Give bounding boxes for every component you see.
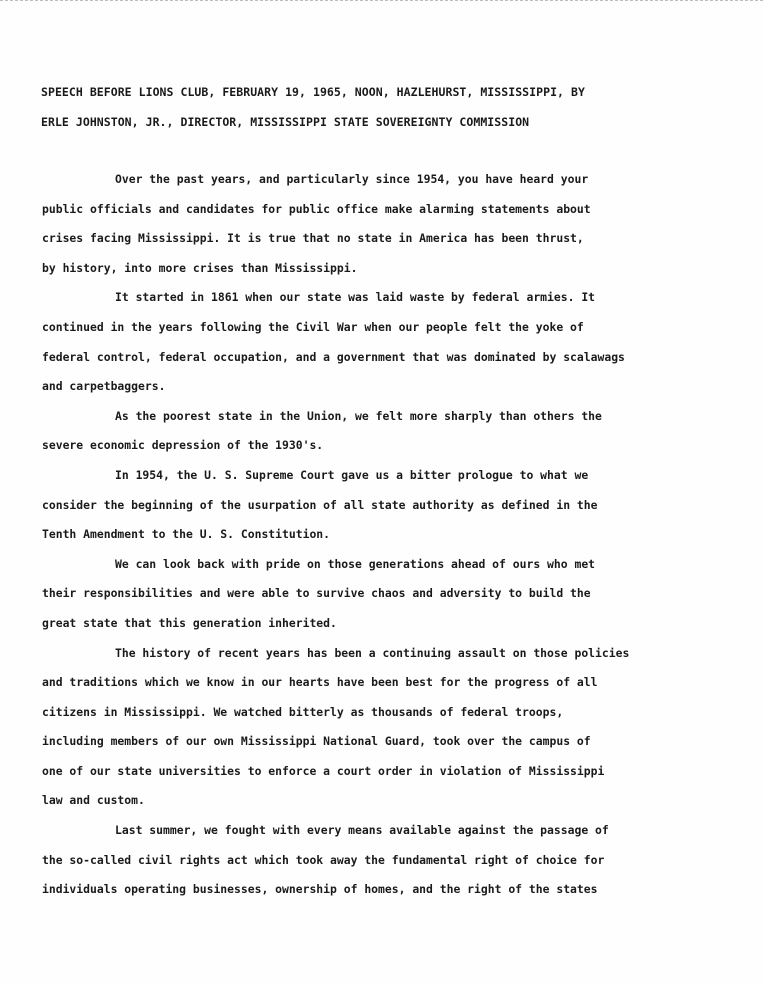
text-line: As the poorest state in the Union, we felt more sharply than others the — [115, 408, 602, 423]
text-line: one of our state universities to enforce a court order in violation of Mississippi — [42, 763, 605, 778]
text-line: Last summer, we fought with every means available against the passage of — [115, 823, 609, 838]
text-line: great state that this generation inherited. — [42, 615, 337, 630]
text-line: federal control, federal occupation, and a government that was dominated by scalawags — [42, 349, 625, 364]
page-top-edge — [0, 0, 763, 1]
heading-line-1: SPEECH BEFORE LIONS CLUB, FEBRUARY 19, 1965, NOON, HAZLEHURST, MISSISSIPPI, BY — [41, 85, 585, 99]
text-line: individuals operating businesses, ownership of homes, and the right of the states — [42, 882, 598, 897]
text-line: law and custom. — [42, 793, 145, 808]
text-line: Over the past years, and particularly since 1954, you have heard your — [115, 172, 589, 186]
text-line: citizens in Mississippi. We watched bitterly as thousands of federal troops, — [42, 704, 564, 719]
text-line: In 1954, the U. S. Supreme Court gave us a bitter prologue to what we — [115, 467, 589, 482]
text-line: their responsibilities and were able to survive chaos and adversity to build the — [42, 586, 591, 601]
heading-line-2: ERLE JOHNSTON, JR., DIRECTOR, MISSISSIPPI STATE SOVEREIGNTY COMMISSION — [41, 115, 530, 129]
text-line: continued in the years following the Civil War when our people felt the yoke of — [42, 319, 584, 334]
text-line: public officials and candidates for public office make alarming statements about — [42, 201, 591, 216]
text-line: by history, into more crises than Mississippi. — [42, 260, 358, 275]
text-line: including members of our own Mississippi National Guard, took over the campus of — [42, 734, 591, 749]
text-line: consider the beginning of the usurpation of all state authority as defined in the — [42, 497, 598, 512]
text-line: and traditions which we know in our hearts have been best for the progress of all — [42, 675, 598, 690]
speech-heading — [41, 77, 741, 137]
text-line: and carpetbaggers. — [42, 379, 166, 394]
text-line: the so-called civil rights act which took away the fundamental right of choice for — [42, 852, 605, 867]
text-line: The history of recent years has been a continuing assault on those policies — [115, 645, 630, 660]
text-line: severe economic depression of the 1930's. — [42, 438, 324, 453]
text-line: It started in 1861 when our state was laid waste by federal armies. It — [115, 290, 596, 305]
text-line: We can look back with pride on those generations ahead of ours who met — [115, 556, 596, 571]
text-line: Tenth Amendment to the U. S. Constitution. — [42, 527, 331, 542]
speech-body — [42, 165, 742, 905]
text-line: crises facing Mississippi. It is true that no state in America has been thrust, — [42, 231, 584, 246]
